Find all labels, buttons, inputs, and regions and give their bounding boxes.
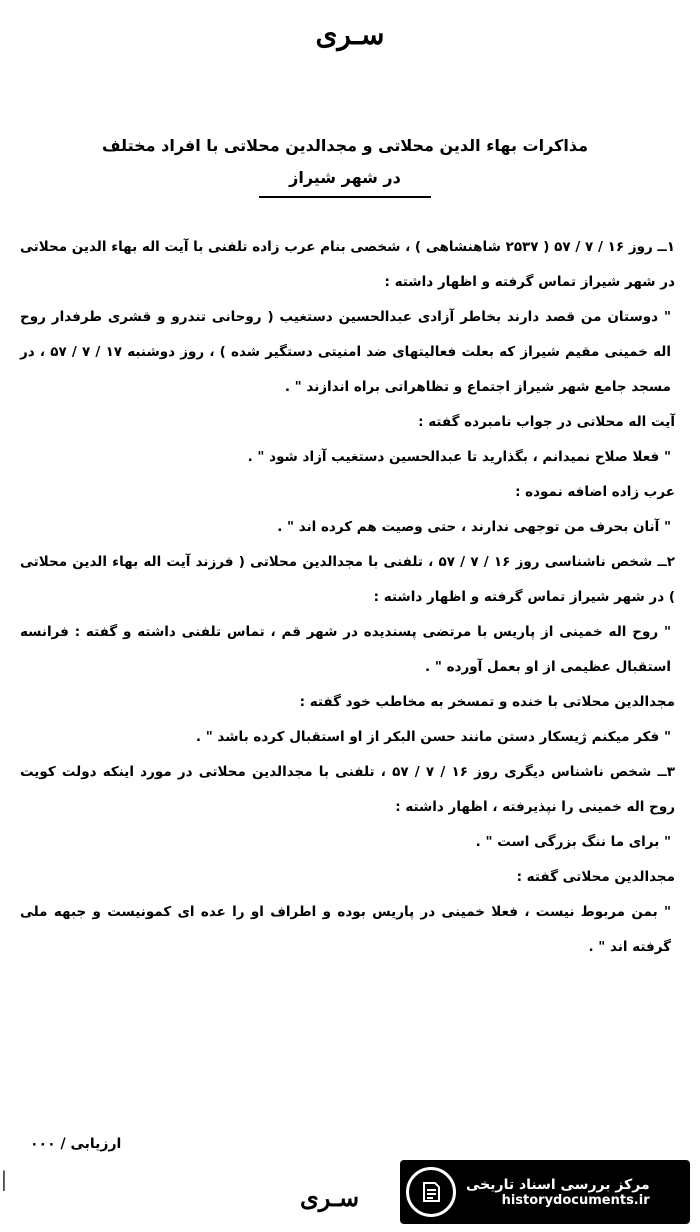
watermark-url: historydocuments.ir — [501, 1192, 650, 1208]
footer-evaluation: ارزیابی / ۰۰۰ — [30, 1136, 122, 1152]
title-line-2: در شهر شیراز — [259, 162, 431, 198]
paragraph-quote-1: " دوستان من قصد دارند بخاطر آزادی عبدالحسین دستغیب ( روحانی تندرو و قشری طرفدار روح اله خمینی مقیم شیراز که بعلت فعالیتهای ضد امنیتی دستگیر شده ) ، روز دوشنبه ۱۷ / ۷ / ۵۷ ، در مسجد جامع شهر شیراز اجتماع و تظاهراتی براه اندازند " . — [20, 309, 671, 395]
header-classification-stamp: سـری — [315, 18, 385, 51]
watermark-name: مرکز بررسی اسناد تاریخی — [466, 1176, 650, 1193]
paragraph-item-2: ۲ــ شخص ناشناسی روز ۱۶ / ۷ / ۵۷ ، تلفنی با مجدالدین محلاتی ( فرزند آیت اله بهاء الدین محلاتی ) در شهر شیراز تماس گرفته و اظهار داشته : — [20, 554, 675, 605]
paragraph-quote-2: " فعلا صلاح نمیدانم ، بگذارید تا عبدالحسین دستغیب آزاد شود " . — [247, 449, 671, 465]
paragraph-majd-label-2: مجدالدین محلاتی گفته : — [516, 869, 675, 885]
footer-classification-stamp: سـری — [300, 1183, 360, 1212]
document-title — [30, 130, 660, 198]
watermark-text — [466, 1177, 650, 1208]
paragraph-addition-label: عرب زاده اضافه نموده : — [515, 484, 675, 500]
paragraph-item-3: ۳ــ شخص ناشناس دیگری روز ۱۶ / ۷ / ۵۷ ، تلفنی با مجدالدین محلاتی در مورد اینکه دولت کویت روح اله خمینی را نپذیرفته ، اظهار داشته : — [20, 764, 675, 815]
margin-mark: ا ا — [2, 1169, 6, 1195]
archive-watermark — [400, 1160, 690, 1224]
paragraph-quote-7: " بمن مربوط نیست ، فعلا خمینی در پاریس بوده و اطراف او را عده ای کمونیست و جبهه ملی گرفته اند " . — [20, 904, 671, 955]
document-body — [20, 230, 675, 965]
paragraph-item-1: ۱ــ روز ۱۶ / ۷ / ۵۷ ( ۲۵۳۷ شاهنشاهی ) ، شخصی بنام عرب زاده تلفنی با آیت اله بهاء الدین محلاتی در شهر شیراز تماس گرفته و اظهار داشته : — [20, 239, 675, 290]
paragraph-quote-5: " فکر میکنم ژیسکار دستن مانند حسن البکر از او استقبال کرده باشد " . — [195, 729, 671, 745]
paragraph-majd-label: مجدالدین محلاتی با خنده و تمسخر به مخاطب خود گفته : — [299, 694, 675, 710]
paragraph-quote-3: " آنان بحرف من توجهی ندارند ، حتی وصیت هم کرده اند " . — [277, 519, 671, 535]
paragraph-quote-6: " برای ما ننگ بزرگی است " . — [475, 834, 671, 850]
title-line-1: مذاکرات بهاء الدین محلاتی و مجدالدین محلاتی با افراد مختلف — [102, 136, 588, 155]
paragraph-quote-4: " روح اله خمینی از پاریس با مرتضی پسندیده در شهر قم ، تماس تلفنی داشته و گفته : فرانسه استقبال عظیمی از او بعمل آورده " . — [20, 624, 671, 675]
document-logo-icon — [406, 1167, 456, 1217]
paragraph-reply-label: آیت اله محلاتی در جواب نامبرده گفته : — [418, 414, 675, 430]
